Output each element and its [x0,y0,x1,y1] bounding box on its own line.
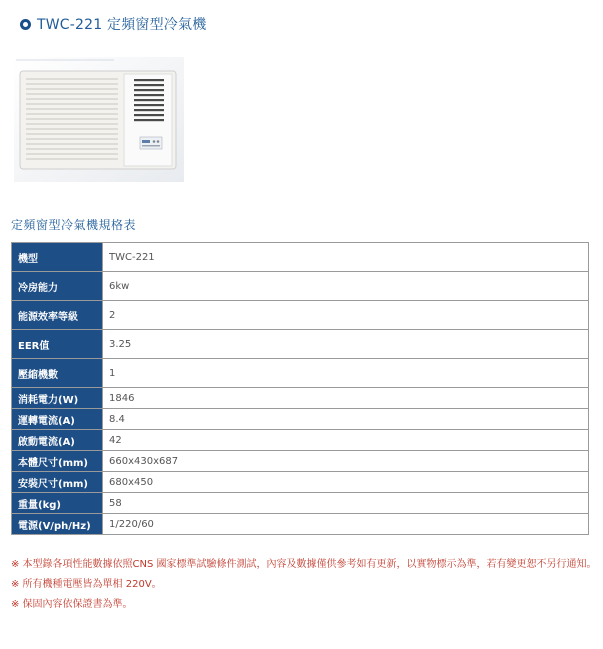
spec-value: 58 [103,493,589,514]
table-row [12,243,589,272]
spec-value: 3.25 [103,330,589,359]
spec-label: 本體尺寸(mm) [12,451,103,472]
page-title: TWC-221 定頻窗型冷氣機 [37,17,207,33]
spec-label: 重量(kg) [12,493,103,514]
spec-value: 660x430x687 [103,451,589,472]
table-row [12,514,589,535]
note-line: ※ 本型錄各項性能數據依照CNS 國家標準試驗條件測試，內容及數據僅供參考如有更新，以實物標示為準，若有變更恕不另行通知。 [11,559,597,570]
circle-bullet-icon [20,19,31,30]
spec-label: 電源(V/ph/Hz) [12,514,103,535]
table-row [12,301,589,330]
notes-section [11,555,599,615]
spec-label: 運轉電流(A) [12,409,103,430]
spec-label: 能源效率等級 [12,301,103,330]
spec-value: 1 [103,359,589,388]
table-row [12,388,589,409]
spec-label: 冷房能力 [12,272,103,301]
spec-label: 壓縮機數 [12,359,103,388]
spec-value: TWC-221 [103,243,589,272]
table-row [12,330,589,359]
spec-value: 1846 [103,388,589,409]
note-line: ※ 保固內容依保證書為準。 [11,599,133,610]
spec-table [11,242,589,535]
spec-value: 1/220/60 [103,514,589,535]
spec-label: 機型 [12,243,103,272]
spec-value: 6kw [103,272,589,301]
spec-label: 啟動電流(A) [12,430,103,451]
table-row [12,493,589,514]
note-line: ※ 所有機種電壓皆為單相 220V。 [11,579,162,590]
spec-heading: 定頻窗型冷氣機規格表 [11,218,137,232]
spec-value: 2 [103,301,589,330]
window-ac-unit-image [14,57,184,182]
spec-label: EER值 [12,330,103,359]
table-row [12,409,589,430]
table-row [12,359,589,388]
spec-label: 消耗電力(W) [12,388,103,409]
table-row [12,472,589,493]
table-row [12,451,589,472]
page-header [20,14,206,34]
spec-value: 8.4 [103,409,589,430]
spec-value: 42 [103,430,589,451]
spec-label: 安裝尺寸(mm) [12,472,103,493]
spec-value: 680x450 [103,472,589,493]
table-row [12,430,589,451]
table-row [12,272,589,301]
